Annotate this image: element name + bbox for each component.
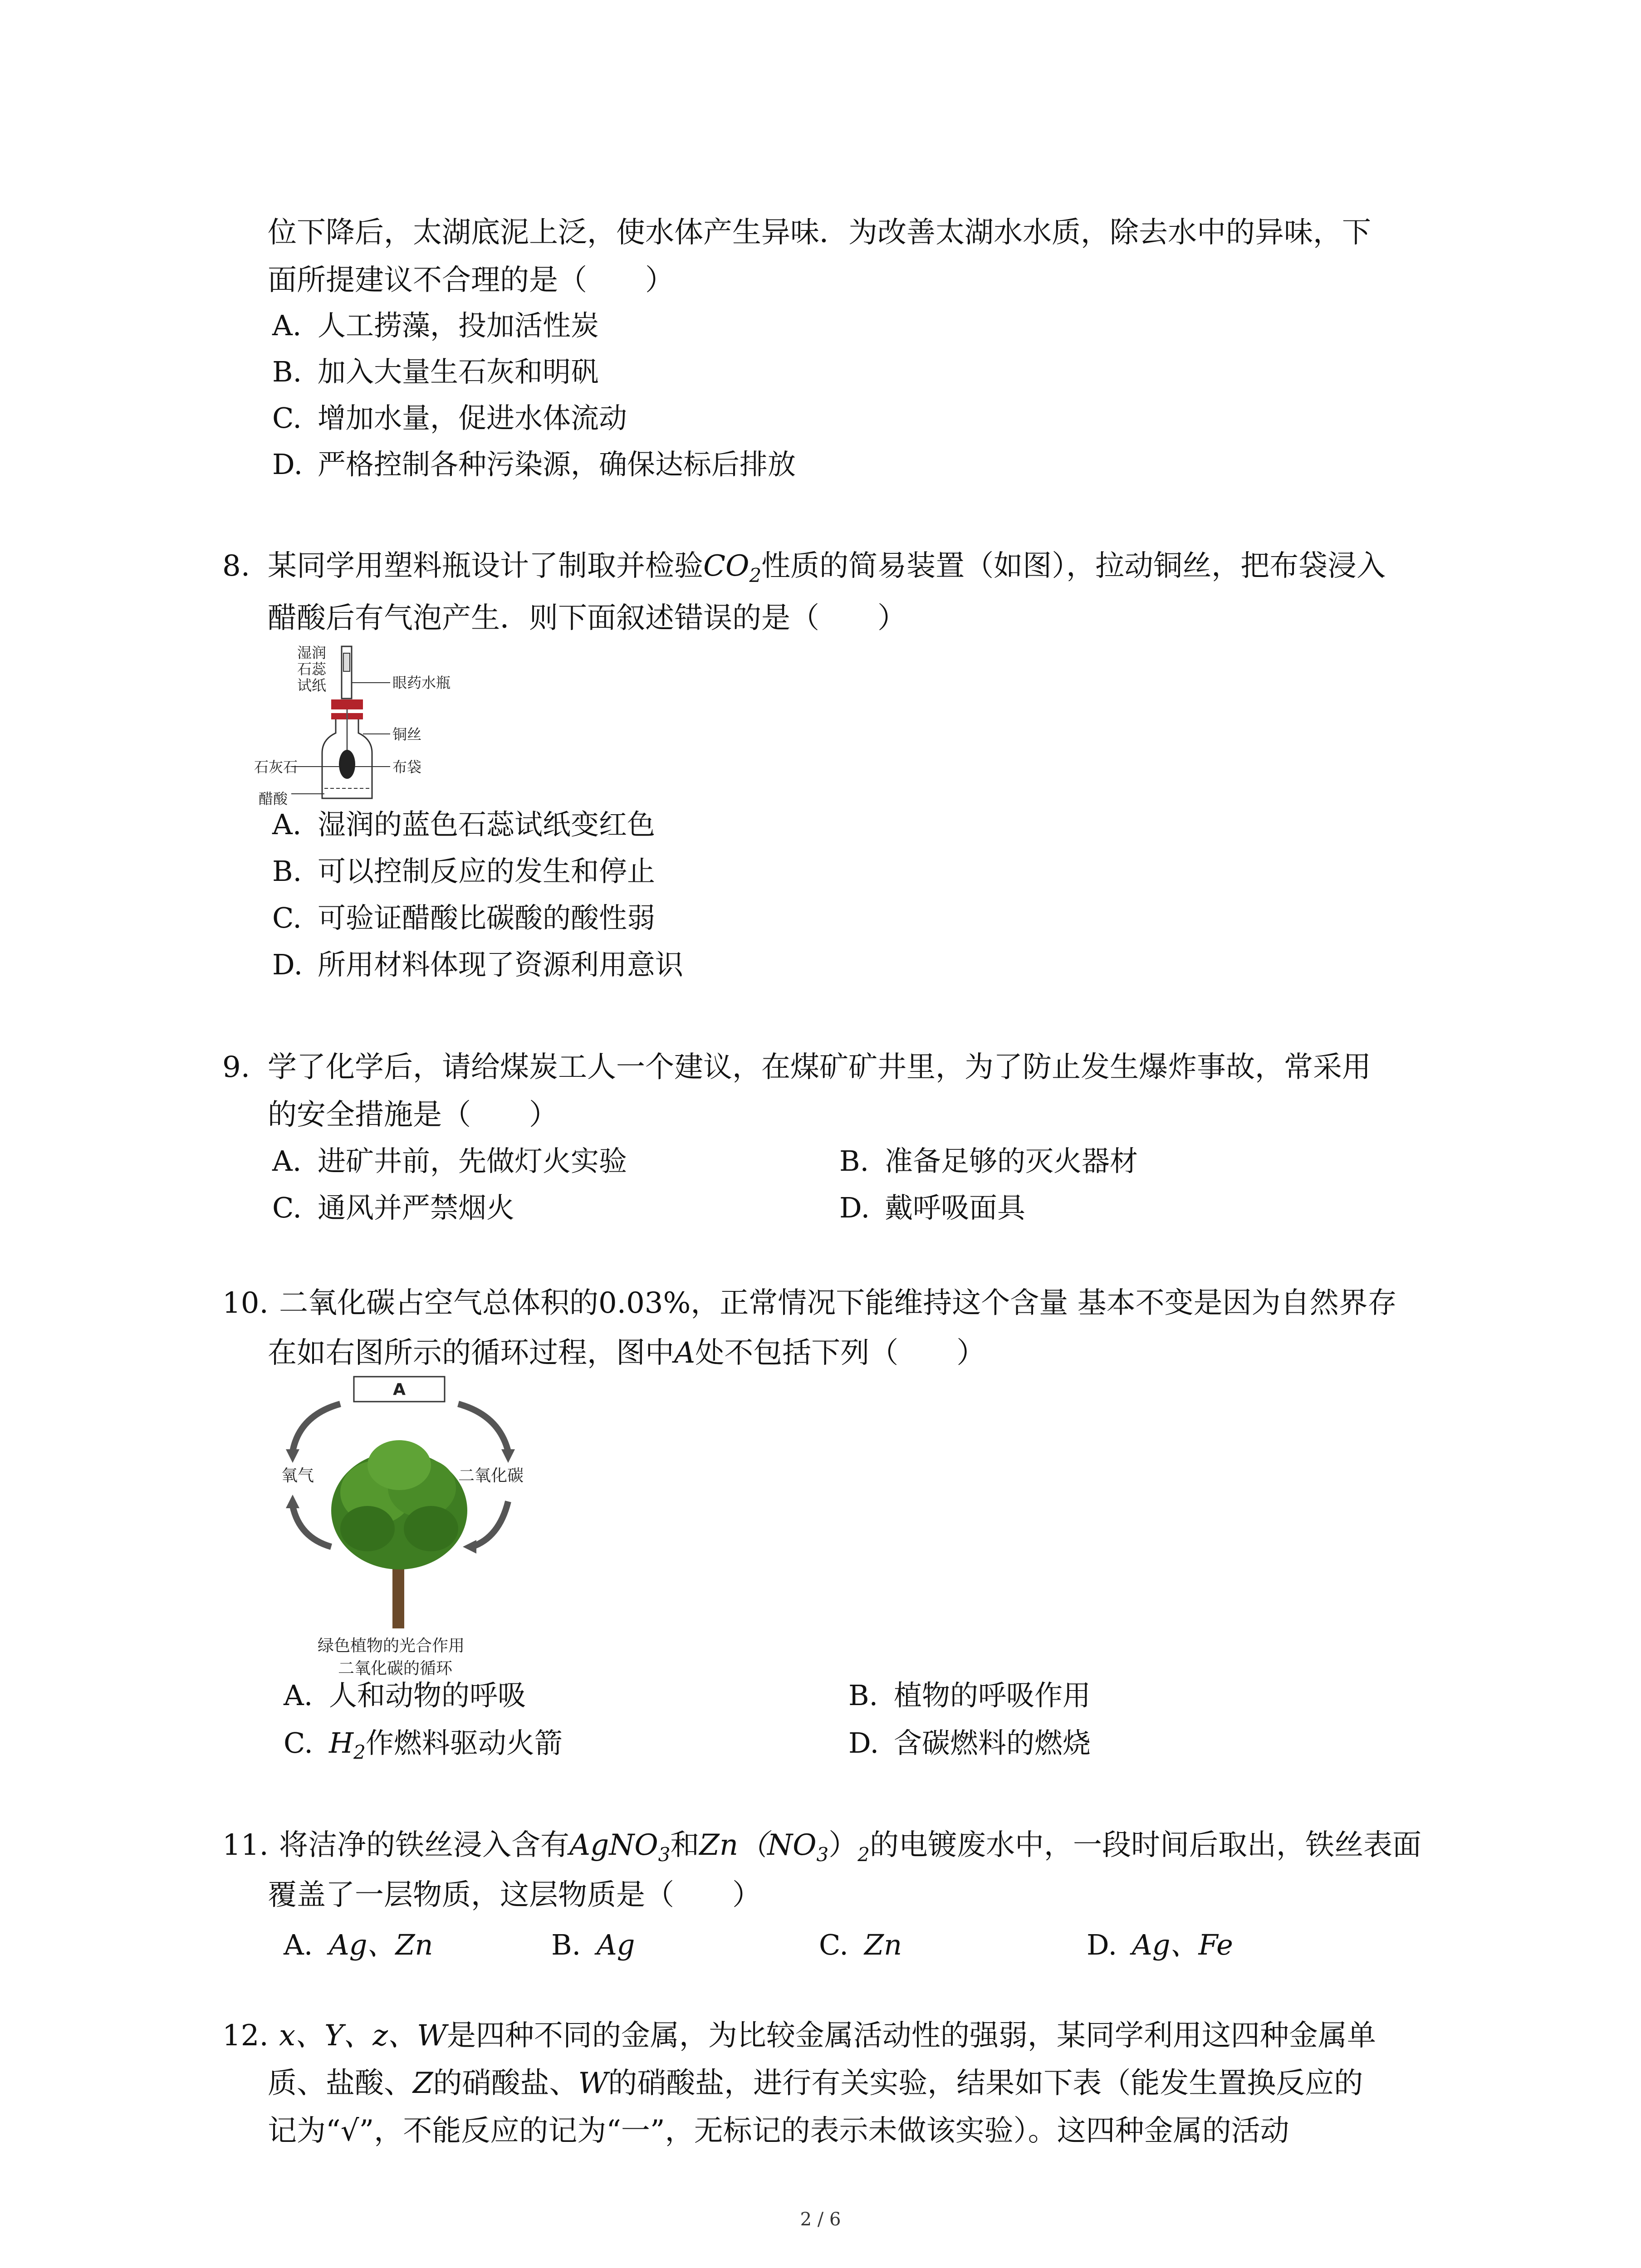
q12-number: 12. — [222, 2019, 269, 2053]
q8-option-a[interactable]: A. 湿润的蓝色石蕊试纸变红色 — [272, 808, 656, 841]
q12-line1: x、Y、z、W是四种不同的金属，为比较金属活动性的强弱，某同学利用这四种金属单 — [279, 2019, 1376, 2053]
q8-option-b[interactable]: B. 可以控制反应的发生和停止 — [272, 855, 656, 888]
q9-option-c[interactable]: C. 通风并严禁烟火 — [272, 1191, 515, 1224]
caption-1: 绿色植物的光合作用 — [318, 1637, 465, 1655]
q11-option-c[interactable]: C. Zn — [819, 1928, 902, 1961]
q10-option-b[interactable]: B. 植物的呼吸作用 — [848, 1679, 1091, 1712]
q7-line1: 位下降后，太湖底泥上泛，使水体产生异味．为改善太湖水水质，除去水中的异味，下 — [268, 216, 1371, 249]
label-bag: 布袋 — [392, 758, 422, 776]
q10-carbon-cycle-figure — [272, 1374, 617, 1678]
q10-line2: 在如右图所示的循环过程，图中A处不包括下列（ ） — [268, 1336, 986, 1370]
q10-option-d[interactable]: D. 含碳燃料的燃烧 — [848, 1726, 1091, 1760]
arrow-bottom-right — [472, 1501, 508, 1547]
q11-line2: 覆盖了一层物质，这层物质是（ ） — [268, 1878, 761, 1912]
q11-option-b[interactable]: B. Ag — [551, 1928, 635, 1961]
arrow-bottom-left — [293, 1506, 331, 1547]
label-limestone: 石灰石 — [254, 758, 298, 776]
arrow-top-left — [293, 1404, 340, 1452]
q7-option-a[interactable]: A. 人工捞藻，投加活性炭 — [272, 309, 599, 342]
right-label: 二氧化碳 — [458, 1466, 524, 1485]
q9-option-d[interactable]: D. 戴呼吸面具 — [839, 1191, 1026, 1224]
q11-option-d[interactable]: D. Ag、Fe — [1087, 1928, 1233, 1961]
tree-image — [331, 1440, 467, 1628]
arrow-top-right — [458, 1404, 508, 1452]
label-litmus-1: 湿润 — [297, 644, 327, 661]
q11-option-a[interactable]: A. Ag、Zn — [284, 1928, 433, 1961]
left-label: 氧气 — [281, 1466, 314, 1485]
q10-number: 10. — [222, 1286, 269, 1320]
q8-apparatus-figure — [254, 644, 508, 807]
q10-option-a[interactable]: A. 人和动物的呼吸 — [284, 1679, 526, 1712]
q7-line2: 面所提建议不合理的是（ ） — [268, 264, 674, 297]
q12-line2: 质、盐酸、Z的硝酸盐、W的硝酸盐，进行有关实验，结果如下表（能发生置换反应的 — [268, 2067, 1363, 2100]
q9-number: 9. — [222, 1051, 250, 1084]
q8-number: 8. — [222, 549, 250, 583]
box-a-label: A — [393, 1380, 406, 1399]
q12-line3: 记为“√”，不能反应的记为“一”，无标记的表示未做该实验）。这四种金属的活动 — [268, 2114, 1289, 2148]
q11-line1: 将洁净的铁丝浸入含有AgNO$_3$和$Zn(NO_3)_2$的电镀废水中，一段时间后取出，铁丝表面 — [279, 1828, 1422, 1866]
q7-option-c[interactable]: C. 增加水量，促进水体流动 — [272, 401, 627, 435]
q9-option-b[interactable]: B. 准备足够的灭火器材 — [839, 1144, 1138, 1178]
q9-line2: 的安全措施是（ ） — [268, 1098, 558, 1132]
q9-line1: 学了化学后，请给煤炭工人一个建议，在煤矿矿井里，为了防止发生爆炸事故，常采用 — [268, 1051, 1371, 1084]
q9-option-a[interactable]: A. 进矿井前，先做灯火实验 — [272, 1144, 627, 1178]
cloth-bag — [339, 750, 355, 779]
label-litmus-3: 试纸 — [297, 677, 327, 694]
q7-option-d[interactable]: D. 严格控制各种污染源，确保达标后排放 — [272, 448, 796, 481]
q11-number: 11. — [222, 1828, 269, 1862]
label-litmus-2: 石蕊 — [297, 660, 327, 678]
label-acid: 醋酸 — [259, 790, 288, 807]
q8-line1: 某同学用塑料瓶设计了制取并检验$CO_2$性质的简易装置（如图），拉动铜丝，把布袋浸入 — [268, 549, 1386, 587]
q8-line2: 醋酸后有气泡产生．则下面叙述错误的是（ ） — [268, 601, 906, 635]
q10-line1: 二氧化碳占空气总体积的0.03%，正常情况下能维持这个含量 基本不变是因为自然界存 — [279, 1286, 1397, 1320]
q10-option-c[interactable]: C. $H_2$作燃料驱动火箭 — [284, 1726, 563, 1764]
bottle-cap — [331, 699, 363, 709]
label-dropper: 眼药水瓶 — [392, 674, 451, 691]
litmus-paper — [343, 653, 350, 671]
q8-option-c[interactable]: C. 可验证醋酸比碳酸的酸性弱 — [272, 901, 656, 934]
q7-option-b[interactable]: B. 加入大量生石灰和明矾 — [272, 355, 599, 388]
caption-2: 二氧化碳的循环 — [338, 1659, 453, 1678]
page-number: 2 / 6 — [800, 2209, 841, 2230]
label-wire: 铜丝 — [392, 726, 422, 743]
q8-option-d[interactable]: D. 所用材料体现了资源利用意识 — [272, 948, 684, 981]
